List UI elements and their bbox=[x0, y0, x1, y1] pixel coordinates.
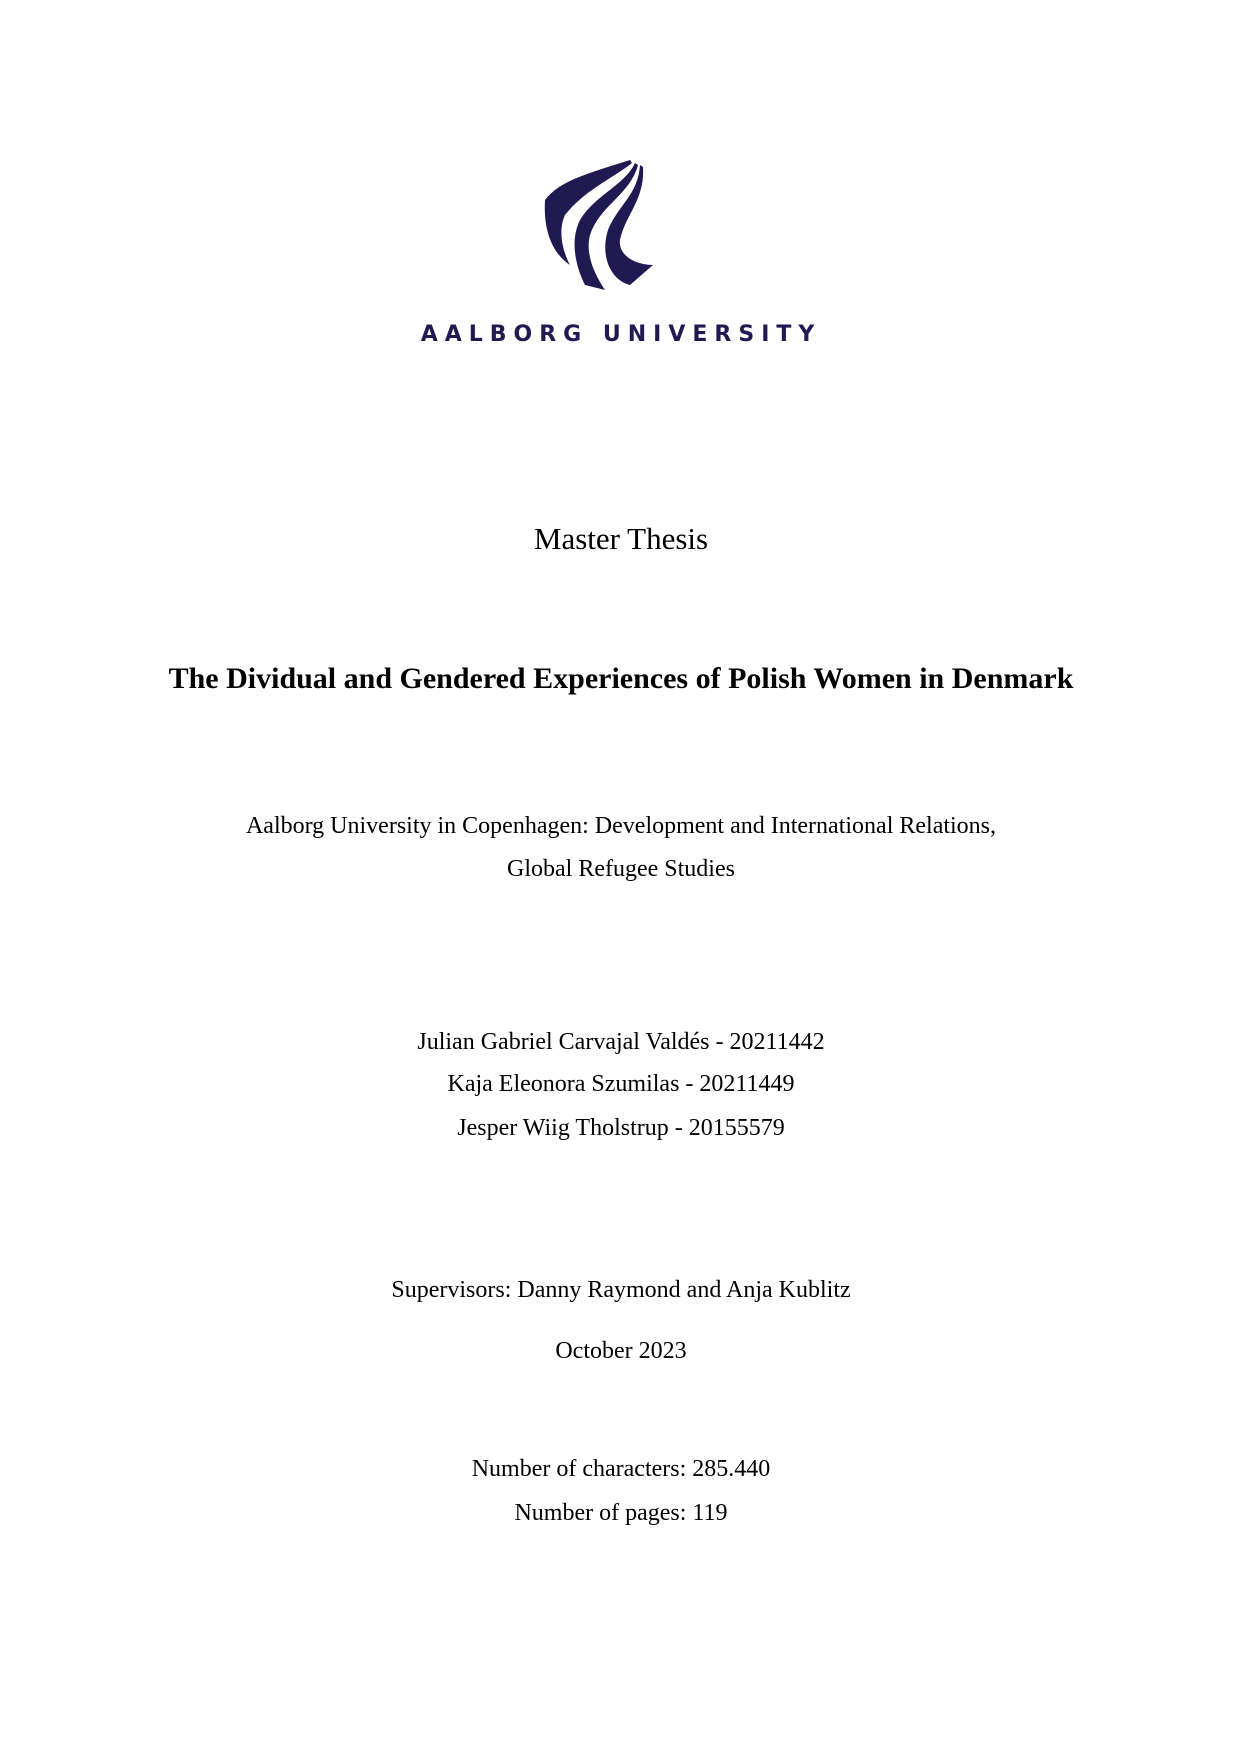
program-line-1: Aalborg University in Copenhagen: Development and International Relations, bbox=[245, 813, 997, 839]
logo-wordmark: AALBORG UNIVERSITY bbox=[420, 322, 822, 347]
author: Jesper Wiig Tholstrup - 20155579 bbox=[457, 1115, 785, 1141]
page-count: Number of pages: 119 bbox=[514, 1500, 728, 1526]
author: Julian Gabriel Carvajal Valdés - 20211442 bbox=[417, 1029, 825, 1055]
program-line-2: Global Refugee Studies bbox=[507, 856, 735, 882]
character-count: Number of characters: 285.440 bbox=[471, 1456, 771, 1482]
date: October 2023 bbox=[555, 1338, 687, 1364]
author: Kaja Eleonora Szumilas - 20211449 bbox=[447, 1071, 795, 1097]
supervisors: Supervisors: Danny Raymond and Anja Kublitz bbox=[391, 1277, 851, 1303]
thesis-title: The Dividual and Gendered Experiences of Polish Women in Denmark bbox=[168, 662, 1074, 695]
document-type: Master Thesis bbox=[533, 521, 709, 556]
aalborg-university-logo-icon bbox=[540, 155, 690, 290]
